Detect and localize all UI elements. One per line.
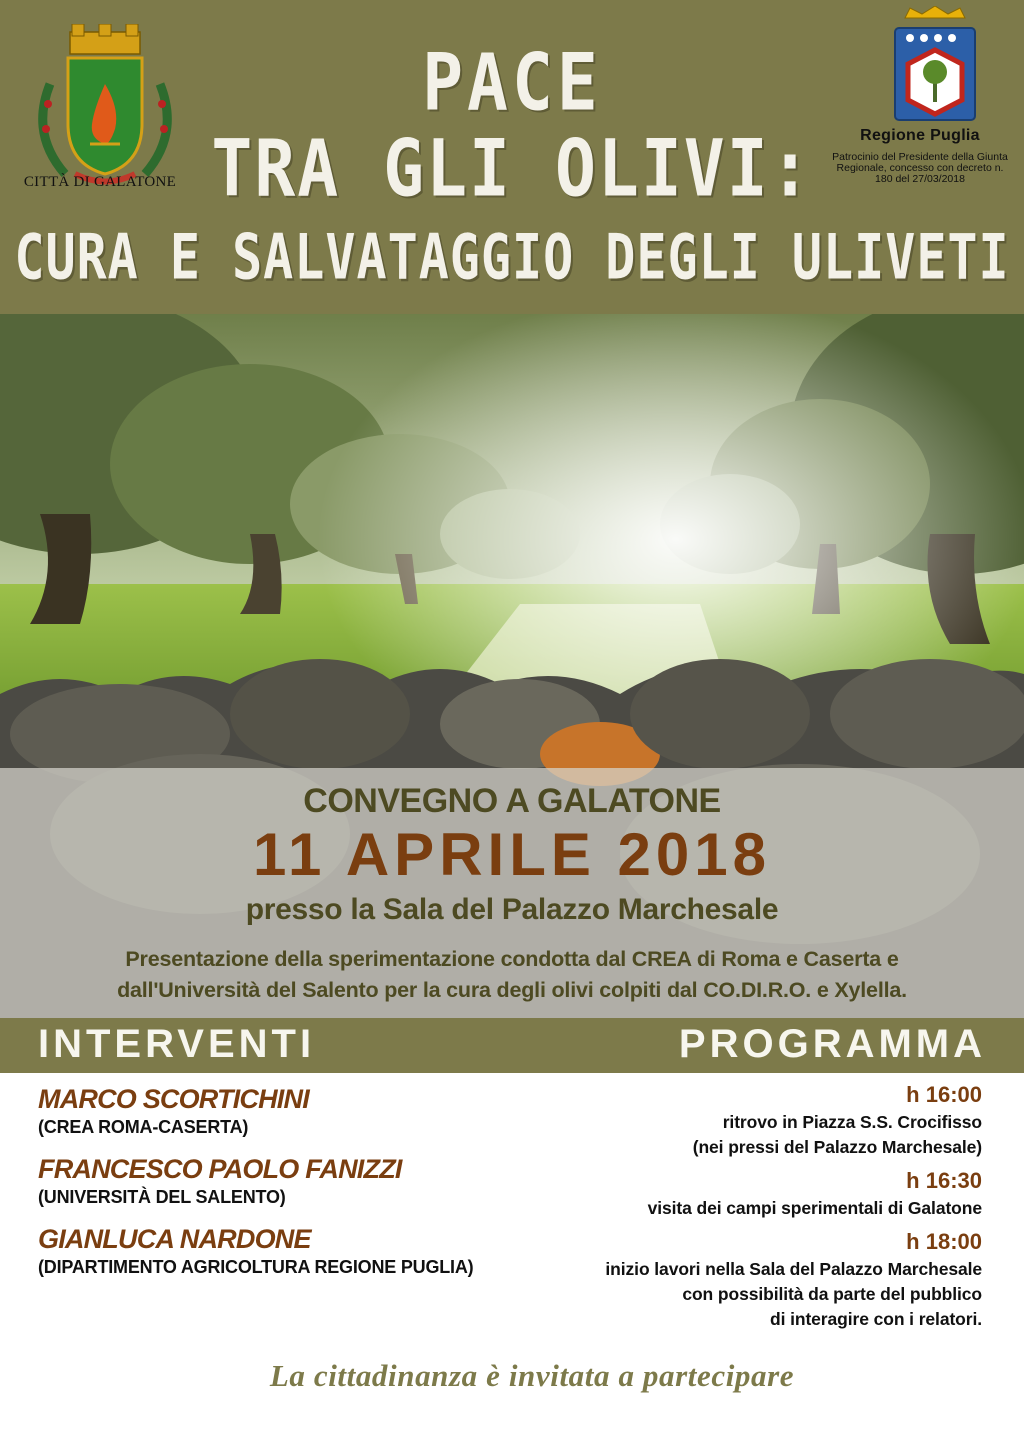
speaker-item — [38, 1083, 558, 1139]
title-line-3: CURA E SALVATAGGIO DEGLI ULIVETI — [14, 220, 1010, 294]
speakers-section-title: INTERVENTI — [38, 1022, 316, 1066]
event-description-line-1: Presentazione della sperimentazione condotta dal CREA di Roma e Caserta e — [125, 947, 899, 971]
event-date: 11 APRILE 2018 — [252, 821, 772, 888]
title-line-2: TRA GLI OLIVI: — [211, 124, 813, 215]
galatone-logo-label: CITTÀ DI GALATONE — [23, 174, 177, 190]
speakers-list — [38, 1083, 558, 1293]
program-item — [522, 1080, 982, 1160]
program-time: h 16:30 — [906, 1168, 982, 1193]
event-description-line-2: dall'Università del Salento per la cura degli olivi colpiti dal CO.DI.R.O. e Xylella. — [117, 978, 907, 1002]
speaker-affiliation: (UNIVERSITÀ DEL SALENTO) — [38, 1187, 286, 1207]
speaker-item — [38, 1153, 558, 1209]
event-heading: CONVEGNO A GALATONE — [303, 782, 721, 820]
program-detail: inizio lavori nella Sala del Palazzo Marchesale — [605, 1259, 982, 1279]
speaker-affiliation: (DIPARTIMENTO AGRICOLTURA REGIONE PUGLIA) — [38, 1257, 474, 1277]
program-item — [522, 1166, 982, 1221]
header-band — [0, 0, 1024, 314]
program-time: h 18:00 — [906, 1229, 982, 1254]
program-time: h 16:00 — [906, 1082, 982, 1107]
program-list — [522, 1080, 982, 1338]
title-line-1: PACE — [422, 38, 602, 129]
patronage-note: Patrocinio del Presidente della Giunta Regionale, concesso con decreto n. 180 del 27/03/2018 — [832, 151, 1008, 185]
speaker-name: GIANLUCA NARDONE — [38, 1224, 311, 1254]
program-detail: di interagire con i relatori. — [769, 1309, 982, 1329]
regione-puglia-label: Regione Puglia — [860, 127, 980, 144]
speaker-name: MARCO SCORTICHINI — [38, 1084, 309, 1114]
invitation-footer: La cittadinanza è invitata a partecipare — [269, 1358, 795, 1393]
program-detail: con possibilità da parte del pubblico — [682, 1284, 982, 1304]
speaker-item — [38, 1223, 558, 1279]
program-detail: visita dei campi sperimentali di Galatone — [647, 1198, 982, 1218]
speaker-name: FRANCESCO PAOLO FANIZZI — [38, 1154, 402, 1184]
program-detail: (nei pressi del Palazzo Marchesale) — [692, 1137, 982, 1157]
program-detail: ritrovo in Piazza S.S. Crocifisso — [722, 1112, 982, 1132]
event-venue: presso la Sala del Palazzo Marchesale — [245, 893, 779, 926]
event-description — [0, 944, 1024, 1006]
program-item — [522, 1227, 982, 1332]
program-section-title: PROGRAMMA — [678, 1022, 986, 1066]
speaker-affiliation: (CREA ROMA-CASERTA) — [38, 1117, 249, 1137]
